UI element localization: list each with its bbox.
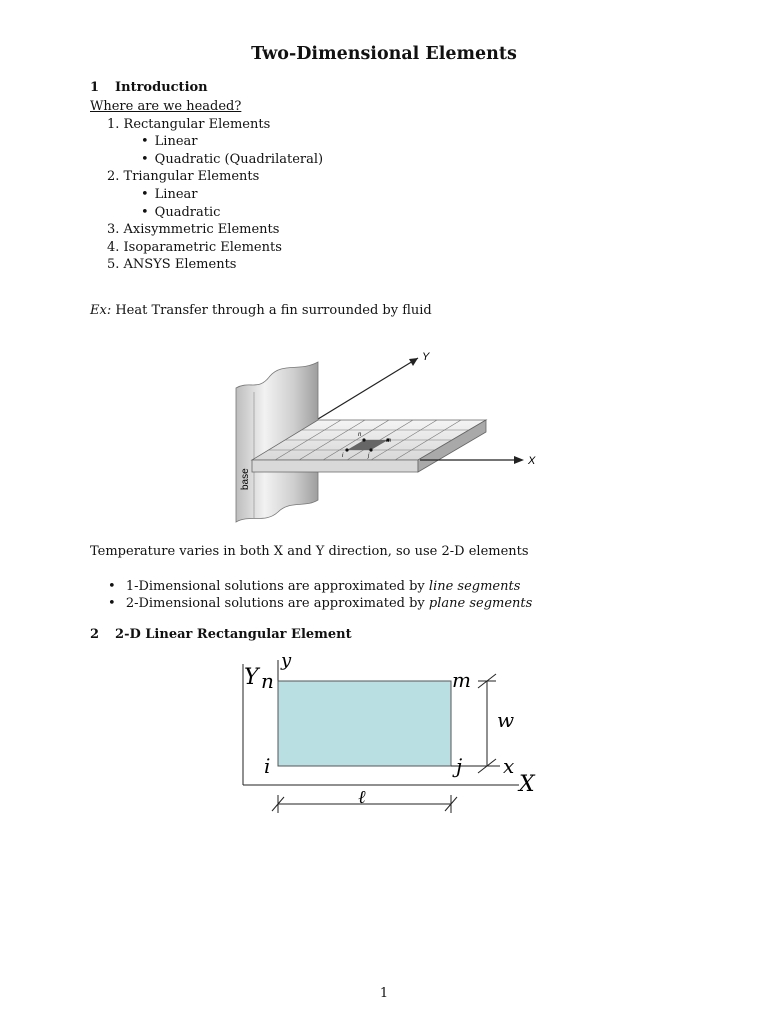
element-rectangle [278, 681, 451, 766]
temperature-text: Temperature varies in both X and Y direction, so use 2-D elements [90, 544, 529, 559]
outline-label: Axisymmetric Elements [123, 222, 280, 237]
bullet-text: 2-Dimensional solutions are approximated by [125, 596, 429, 611]
example-text: Heat Transfer through a fin surrounded by fluid [115, 303, 432, 318]
example-prefix: Ex: [90, 303, 112, 318]
section-title: Introduction [115, 80, 208, 95]
outline-num: 3. [107, 222, 120, 237]
y-axis-label: Y [422, 351, 430, 363]
outline-num: 4. [107, 240, 120, 255]
bullet-emph: line segments [428, 579, 521, 594]
section-number: 2 [90, 627, 100, 642]
outline-label: Isoparametric Elements [123, 240, 282, 255]
section-number: 1 [90, 80, 100, 95]
outline-num: 5. [107, 257, 120, 272]
node-label-m: m [386, 438, 391, 444]
sub-label: Linear [154, 134, 198, 149]
label-l: ℓ [358, 787, 366, 808]
page-title: Two-Dimensional Elements [251, 44, 517, 64]
node-label-j: j [368, 453, 370, 459]
outline-label: ANSYS Elements [123, 257, 237, 272]
sub-label: Linear [154, 187, 198, 202]
outline-num: 1. [107, 117, 120, 132]
label-w: w [497, 708, 515, 732]
label-x: x [503, 754, 515, 778]
x-axis-label: X [528, 455, 536, 467]
label-j: j [456, 754, 463, 778]
page-number: 1 [379, 986, 389, 1001]
outline-label: Rectangular Elements [123, 117, 271, 132]
sub-label: Quadratic [154, 205, 221, 220]
outline-label: Triangular Elements [123, 169, 260, 184]
bullet-text: 1-Dimensional solutions are approximated by [125, 579, 429, 594]
label-n: n [261, 669, 274, 693]
section-title: 2-D Linear Rectangular Element [115, 627, 352, 642]
label-X: X [519, 772, 535, 797]
outline-num: 2. [107, 169, 120, 184]
sub-label: Quadratic (Quadrilateral) [154, 152, 324, 167]
subheading: Where are we headed? [90, 99, 242, 114]
bullet-emph: plane segments [428, 596, 533, 611]
label-Y: Y [244, 665, 259, 690]
base-label: base [240, 468, 251, 490]
label-i: i [264, 754, 271, 778]
node-label-i: i [342, 453, 344, 459]
node-label-n: n [358, 432, 362, 438]
label-y: y [281, 650, 292, 671]
label-m: m [452, 668, 471, 692]
